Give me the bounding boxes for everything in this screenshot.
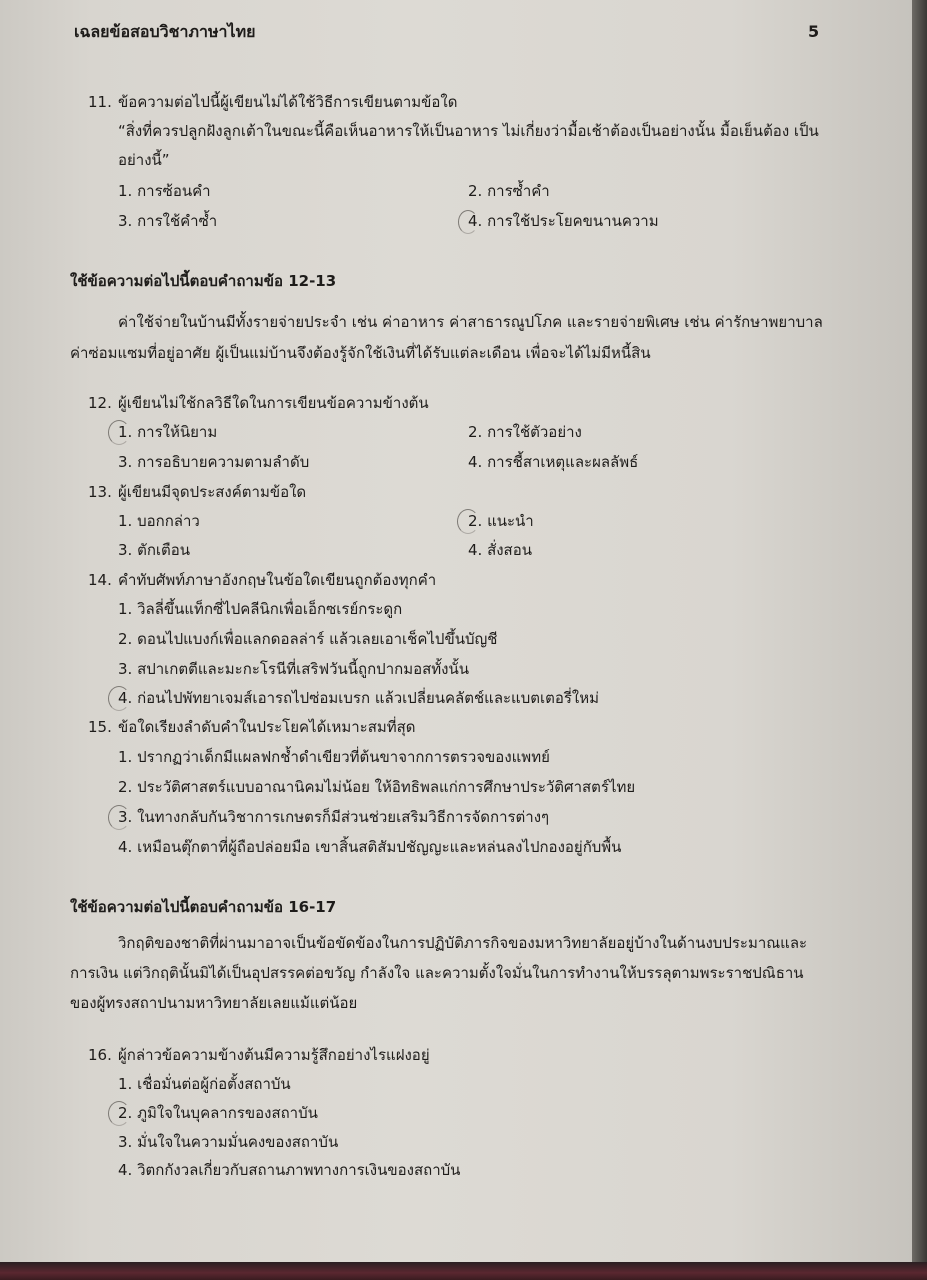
option-1: 1. วิลลี่ขึ้นแท็กซี่ไปคลีนิกเพื่อเอ็กซเรย์กระดูก bbox=[118, 600, 403, 618]
option-2: 2. แนะนำ bbox=[468, 512, 534, 530]
question-stem: ผู้เขียนมีจุดประสงค์ตามข้อใด bbox=[118, 483, 307, 501]
question-stem: ผู้กล่าวข้อความข้างต้นมีความรู้สึกอย่างไรแฝงอยู่ bbox=[118, 1046, 430, 1064]
passage-text: ค่าใช้จ่ายในบ้านมีทั้งรายจ่ายประจำ เช่น ค่าอาหาร ค่าสาธารณูปโภค และรายจ่ายพิเศษ เช่น ค่ารักษาพยาบาล bbox=[118, 313, 823, 331]
question-number: 15. bbox=[88, 718, 112, 736]
option-1: 1. เชื่อมั่นต่อผู้ก่อตั้งสถาบัน bbox=[118, 1075, 291, 1093]
option-2: 2. ดอนไปแบงก์เพื่อแลกดอลล่าร์ แล้วเลยเอาเช็คไปขึ้นบัญชี bbox=[118, 630, 498, 648]
option-1: 1. ปรากฏว่าเด็กมีแผลฟกช้ำดำเขียวที่ต้นขาจากการตรวจของแพทย์ bbox=[118, 748, 550, 766]
question-number: 13. bbox=[88, 483, 112, 501]
option-4: 4. การใช้ประโยคขนานความ bbox=[468, 212, 659, 230]
option-3: 3. ตักเตือน bbox=[118, 541, 191, 559]
option-1: 1. การซ้อนคำ bbox=[118, 182, 211, 200]
question-number: 16. bbox=[88, 1046, 112, 1064]
option-4: 4. สั่งสอน bbox=[468, 541, 532, 559]
question-number: 14. bbox=[88, 571, 112, 589]
option-2: 2. การใช้ตัวอย่าง bbox=[468, 423, 582, 441]
answer-mark-circle bbox=[108, 1101, 130, 1126]
passage-text: วิกฤติของชาติที่ผ่านมาอาจเป็นข้อขัดข้องในการปฏิบัติภารกิจของมหาวิทยาลัยอยู่บ้างในด้านงบประมาณและ bbox=[118, 934, 808, 952]
option-4: 4. เหมือนตุ๊กตาที่ผู้ถือปล่อยมือ เขาสิ้นสติสัมปชัญญะและหล่นลงไปกองอยู่กับพื้น bbox=[118, 838, 622, 856]
option-3: 3. การอธิบายความตามลำดับ bbox=[118, 453, 310, 471]
option-3: 3. สปาเกตตีและมะกะโรนีที่เสริฟวันนี้ถูกปากมอสทั้งนั้น bbox=[118, 660, 469, 678]
option-1: 1. การให้นิยาม bbox=[118, 423, 218, 441]
question-stem: ข้อความต่อไปนี้ผู้เขียนไม่ได้ใช้วิธีการเขียนตามข้อใด bbox=[118, 93, 458, 111]
section-heading: ใช้ข้อความต่อไปนี้ตอบคำถามข้อ 12-13 bbox=[70, 272, 337, 290]
option-4: 4. วิตกกังวลเกี่ยวกับสถานภาพทางการเงินของสถาบัน bbox=[118, 1161, 461, 1179]
passage-text: ค่าซ่อมแซมที่อยู่อาศัย ผู้เป็นแม่บ้านจึงต้องรู้จักใช้เงินที่ได้รับแต่ละเดือน เพื่อจะได้ไม่มีหนี้สิน bbox=[70, 344, 651, 362]
answer-mark-circle bbox=[108, 420, 130, 445]
question-stem: ข้อใดเรียงลำดับคำในประโยคได้เหมาะสมที่สุด bbox=[118, 718, 416, 736]
question-stem: คำทับศัพท์ภาษาอังกฤษในข้อใดเขียนถูกต้องทุกคำ bbox=[118, 571, 437, 589]
option-4: 4. การชี้สาเหตุและผลลัพธ์ bbox=[468, 453, 639, 471]
header-title: เฉลยข้อสอบวิชาภาษาไทย bbox=[74, 22, 256, 41]
quote-text: “สิ่งที่ควรปลูกฝังลูกเต้าในขณะนี้คือเห็นอาหารให้เป็นอาหาร ไม่เกี่ยงว่ามื้อเช้าต้องเป็นอย่างนั้น มื้อเย็นต้อง เป็น bbox=[118, 122, 819, 140]
quote-text: อย่างนี้” bbox=[118, 151, 170, 169]
answer-mark-circle bbox=[108, 805, 130, 830]
option-4: 4. ก่อนไปพัทยาเจมส์เอารถไปซ่อมเบรก แล้วเปลี่ยนคลัตช์และแบตเตอรี่ใหม่ bbox=[118, 689, 600, 707]
option-2: 2. การซ้ำคำ bbox=[468, 182, 550, 200]
section-heading: ใช้ข้อความต่อไปนี้ตอบคำถามข้อ 16-17 bbox=[70, 898, 337, 916]
passage-text: การเงิน แต่วิกฤตินั้นมิได้เป็นอุปสรรคต่อขวัญ กำลังใจ และความตั้งใจมั่นในการทำงานให้บรรลุตามพระราชปณิธาน bbox=[70, 964, 804, 982]
answer-mark-circle bbox=[458, 210, 478, 234]
passage-text: ของผู้ทรงสถาปนามหาวิทยาลัยเลยแม้แต่น้อย bbox=[70, 994, 358, 1012]
binding-edge bbox=[0, 1262, 927, 1280]
page-number: 5 bbox=[808, 22, 820, 41]
answer-mark-circle bbox=[108, 686, 130, 711]
question-stem: ผู้เขียนไม่ใช้กลวิธีใดในการเขียนข้อความข้างต้น bbox=[118, 394, 429, 412]
page-edge-shadow bbox=[912, 0, 927, 1262]
question-number: 11. bbox=[88, 93, 112, 111]
option-2: 2. ภูมิใจในบุคลากรของสถาบัน bbox=[118, 1104, 318, 1122]
question-number: 12. bbox=[88, 394, 112, 412]
option-3: 3. การใช้คำซ้ำ bbox=[118, 212, 218, 230]
option-3: 3. มั่นใจในความมั่นคงของสถาบัน bbox=[118, 1133, 339, 1151]
option-3: 3. ในทางกลับกันวิชาการเกษตรก็มีส่วนช่วยเสริมวิธีการจัดการต่างๆ bbox=[118, 808, 550, 826]
option-1: 1. บอกกล่าว bbox=[118, 512, 200, 530]
option-2: 2. ประวัติศาสตร์แบบอาณานิคมไม่น้อย ให้อิทธิพลแก่การศึกษาประวัติศาสตร์ไทย bbox=[118, 778, 636, 796]
answer-mark-circle bbox=[457, 509, 479, 534]
